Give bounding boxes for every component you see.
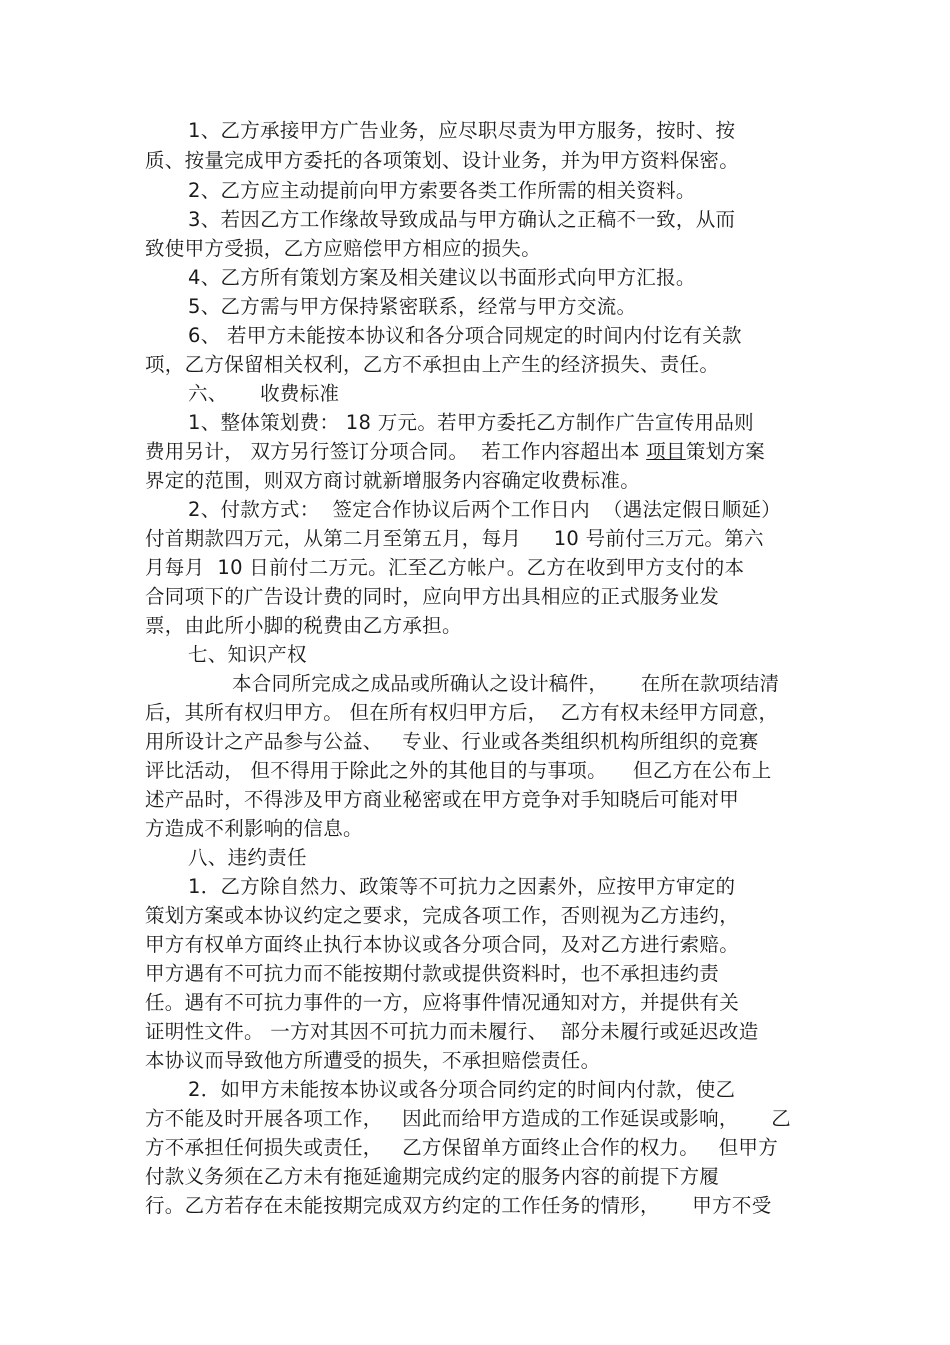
text-line: 4、乙方所有策划方案及相关建议以书面形式向甲方汇报。 (188, 266, 696, 289)
text-line: 后，其所有权归甲方。 但在所有权归甲方后， 乙方有权未经甲方同意， (145, 701, 779, 724)
text-line: 甲方遇有不可抗力而不能按期付款或提供资料时，也不承担违约责 (145, 962, 720, 985)
text-line: 策划方案或本协议约定之要求，完成各项工作，否则视为乙方违约， (145, 904, 740, 927)
text-line: 致使甲方受损，乙方应赔偿甲方相应的损失。 (145, 237, 542, 260)
text-line: 付首期款四万元，从第二月至第五月，每月 10 号前付三万元。第六 (145, 527, 764, 550)
text-line: 用所设计之产品参与公益、 专业、行业或各类组织机构所组织的竞赛 (145, 730, 759, 753)
text-line: 述产品时，不得涉及甲方商业秘密或在甲方竞争对手知晓后可能对甲 (145, 788, 740, 811)
text-line: 项，乙方保留相关权利，乙方不承担由上产生的经济损失、责任。 (145, 353, 720, 376)
text-span: 费用另计， 双方另行签订分项合同。 若工作内容超出本 (145, 440, 640, 463)
text-line: 方造成不利影响的信息。 (145, 817, 363, 840)
text-line: 3、若因乙方工作缘故导致成品与甲方确认之正稿不一致，从而 (188, 208, 736, 231)
text-line: 行。乙方若存在未能按期完成双方约定的工作任务的情形， 甲方不受 (145, 1194, 772, 1217)
text-line: 2、付款方式： 签定合作协议后两个工作日内 （遇法定假日顺延） (188, 498, 782, 521)
text-line (145, 438, 765, 465)
text-line: 合同项下的广告设计费的同时，应向甲方出具相应的正式服务业发 (145, 585, 720, 608)
section-heading: 八、违约责任 (188, 846, 307, 869)
text-line: 质、按量完成甲方委托的各项策划、设计业务，并为甲方资料保密。 (145, 149, 740, 172)
text-line: 票，由此所小脚的税费由乙方承担。 (145, 614, 462, 637)
text-line: 甲方有权单方面终止执行本协议或各分项合同，及对乙方进行索赔。 (145, 933, 740, 956)
text-line: 方不承担任何损失或责任， 乙方保留单方面终止合作的权力。 但甲方 (145, 1136, 778, 1159)
text-line: 付款义务须在乙方未有拖延逾期完成约定的服务内容的前提下方履 (145, 1165, 720, 1188)
text-line: 本合同所完成之成品或所确认之设计稿件， 在所在款项结清 (232, 672, 780, 695)
section-heading: 六、 收费标准 (188, 382, 340, 405)
text-span: 策划方案 (685, 440, 766, 463)
project-link[interactable]: 项目 (646, 440, 686, 463)
text-line: 1、乙方承接甲方广告业务，应尽职尽责为甲方服务，按时、按 (188, 119, 736, 142)
text-line: 本协议而导致他方所遭受的损失，不承担赔偿责任。 (145, 1049, 601, 1072)
text-line: 方不能及时开展各项工作， 因此而给甲方造成的工作延误或影响， 乙 (145, 1107, 791, 1130)
text-line: 6、 若甲方未能按本协议和各分项合同规定的时间内付讫有关款 (188, 324, 742, 347)
text-line: 界定的范围，则双方商讨就新增服务内容确定收费标准。 (145, 469, 641, 492)
text-line: 任。遇有不可抗力事件的一方，应将事件情况通知对方，并提供有关 (145, 991, 740, 1014)
text-line: 5、乙方需与甲方保持紧密联系，经常与甲方交流。 (188, 295, 637, 318)
text-line: 2、乙方应主动提前向甲方索要各类工作所需的相关资料。 (188, 179, 696, 202)
text-line: 证明性文件。 一方对其因不可抗力而未履行、 部分未履行或延迟改造 (145, 1020, 759, 1043)
text-line: 2．如甲方未能按本协议或各分项合同约定的时间内付款，使乙 (188, 1078, 736, 1101)
text-line: 月每月 10 日前付二万元。汇至乙方帐户。乙方在收到甲方支付的本 (145, 556, 745, 579)
text-line: 评比活动， 但不得用于除此之外的其他目的与事项。 但乙方在公布上 (145, 759, 772, 782)
section-heading: 七、知识产权 (188, 643, 307, 666)
text-line: 1．乙方除自然力、政策等不可抗力之因素外，应按甲方审定的 (188, 875, 736, 898)
text-line: 1、整体策划费： 18 万元。若甲方委托乙方制作广告宣传用品则 (188, 411, 754, 434)
